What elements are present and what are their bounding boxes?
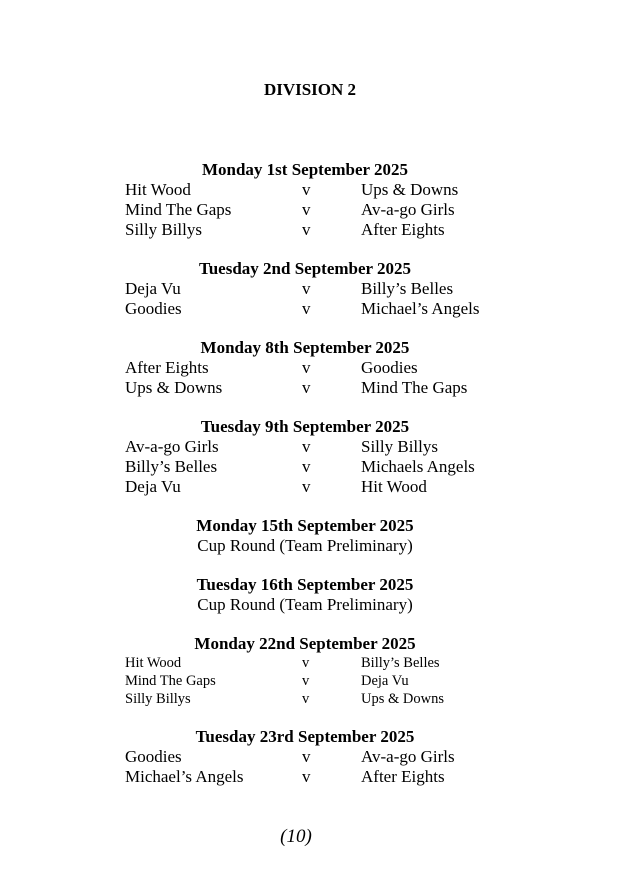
home-team: Silly Billys [125,691,191,707]
away-team: Michael’s Angels [361,299,480,318]
versus-label: v [302,358,311,377]
fixture-section [125,634,495,708]
section-date: Tuesday 23rd September 2025 [195,727,415,746]
home-team: Hit Wood [125,655,182,671]
fixture-row [125,747,495,767]
versus-label: v [302,691,310,707]
fixture-section [125,575,495,615]
fixture-section [125,516,495,556]
fixture-row [125,299,495,319]
section-date: Monday 1st September 2025 [201,160,409,179]
away-team: Hit Wood [361,477,427,496]
away-team: Silly Billys [361,437,438,456]
home-team: Deja Vu [125,477,181,496]
away-team: Goodies [361,358,418,377]
fixture-row [125,767,495,787]
versus-label: v [302,200,311,219]
away-team: Deja Vu [361,673,409,689]
versus-label: v [302,457,311,476]
fixture-section [125,160,495,240]
fixture-row [125,180,495,200]
versus-label: v [302,220,311,239]
section-date: Tuesday 16th September 2025 [196,575,414,594]
section-date: Tuesday 2nd September 2025 [198,259,412,278]
away-team: Ups & Downs [361,180,459,199]
page-title: DIVISION 2 [263,80,357,99]
home-team: Silly Billys [125,220,202,239]
fixture-row [125,690,495,708]
fixture-list [125,160,495,806]
versus-label: v [302,477,311,496]
page-number: (10) [280,826,312,847]
away-team: After Eights [361,220,445,239]
cup-round-note: Cup Round (Team Preliminary) [197,595,413,614]
fixture-row [125,437,495,457]
home-team: Michael’s Angels [125,767,244,786]
fixture-row [125,358,495,378]
fixture-row [125,200,495,220]
away-team: Michaels Angels [361,457,475,476]
away-team: Billy’s Belles [361,279,454,298]
section-date: Monday 15th September 2025 [196,516,414,535]
versus-label: v [302,437,311,456]
versus-label: v [302,655,310,671]
home-team: Av-a-go Girls [125,437,219,456]
home-team: Hit Wood [125,180,191,199]
away-team: Mind The Gaps [361,378,468,397]
fixture-row [125,477,495,497]
home-team: Deja Vu [125,279,181,298]
home-team: Billy’s Belles [125,457,218,476]
versus-label: v [302,378,311,397]
home-team: Mind The Gaps [125,200,232,219]
fixture-row [125,378,495,398]
versus-label: v [302,673,310,689]
versus-label: v [302,180,311,199]
fixture-section [125,259,495,319]
section-date: Tuesday 9th September 2025 [200,417,410,436]
fixture-section [125,727,495,787]
home-team: Mind The Gaps [125,673,216,689]
fixture-row [125,654,495,672]
fixture-row [125,279,495,299]
section-date: Monday 8th September 2025 [200,338,410,357]
section-date: Monday 22nd September 2025 [194,634,416,653]
versus-label: v [302,767,311,786]
fixture-section [125,338,495,398]
home-team: Goodies [125,747,182,766]
fixture-row [125,457,495,477]
fixture-section [125,417,495,497]
away-team: Av-a-go Girls [361,200,455,219]
away-team: Av-a-go Girls [361,747,455,766]
versus-label: v [302,747,311,766]
home-team: Goodies [125,299,182,318]
versus-label: v [302,279,311,298]
fixture-row [125,220,495,240]
fixture-row [125,672,495,690]
away-team: Billy’s Belles [361,655,440,671]
away-team: Ups & Downs [361,691,444,707]
cup-round-note: Cup Round (Team Preliminary) [197,536,413,555]
away-team: After Eights [361,767,445,786]
home-team: After Eights [125,358,209,377]
versus-label: v [302,299,311,318]
home-team: Ups & Downs [125,378,223,397]
